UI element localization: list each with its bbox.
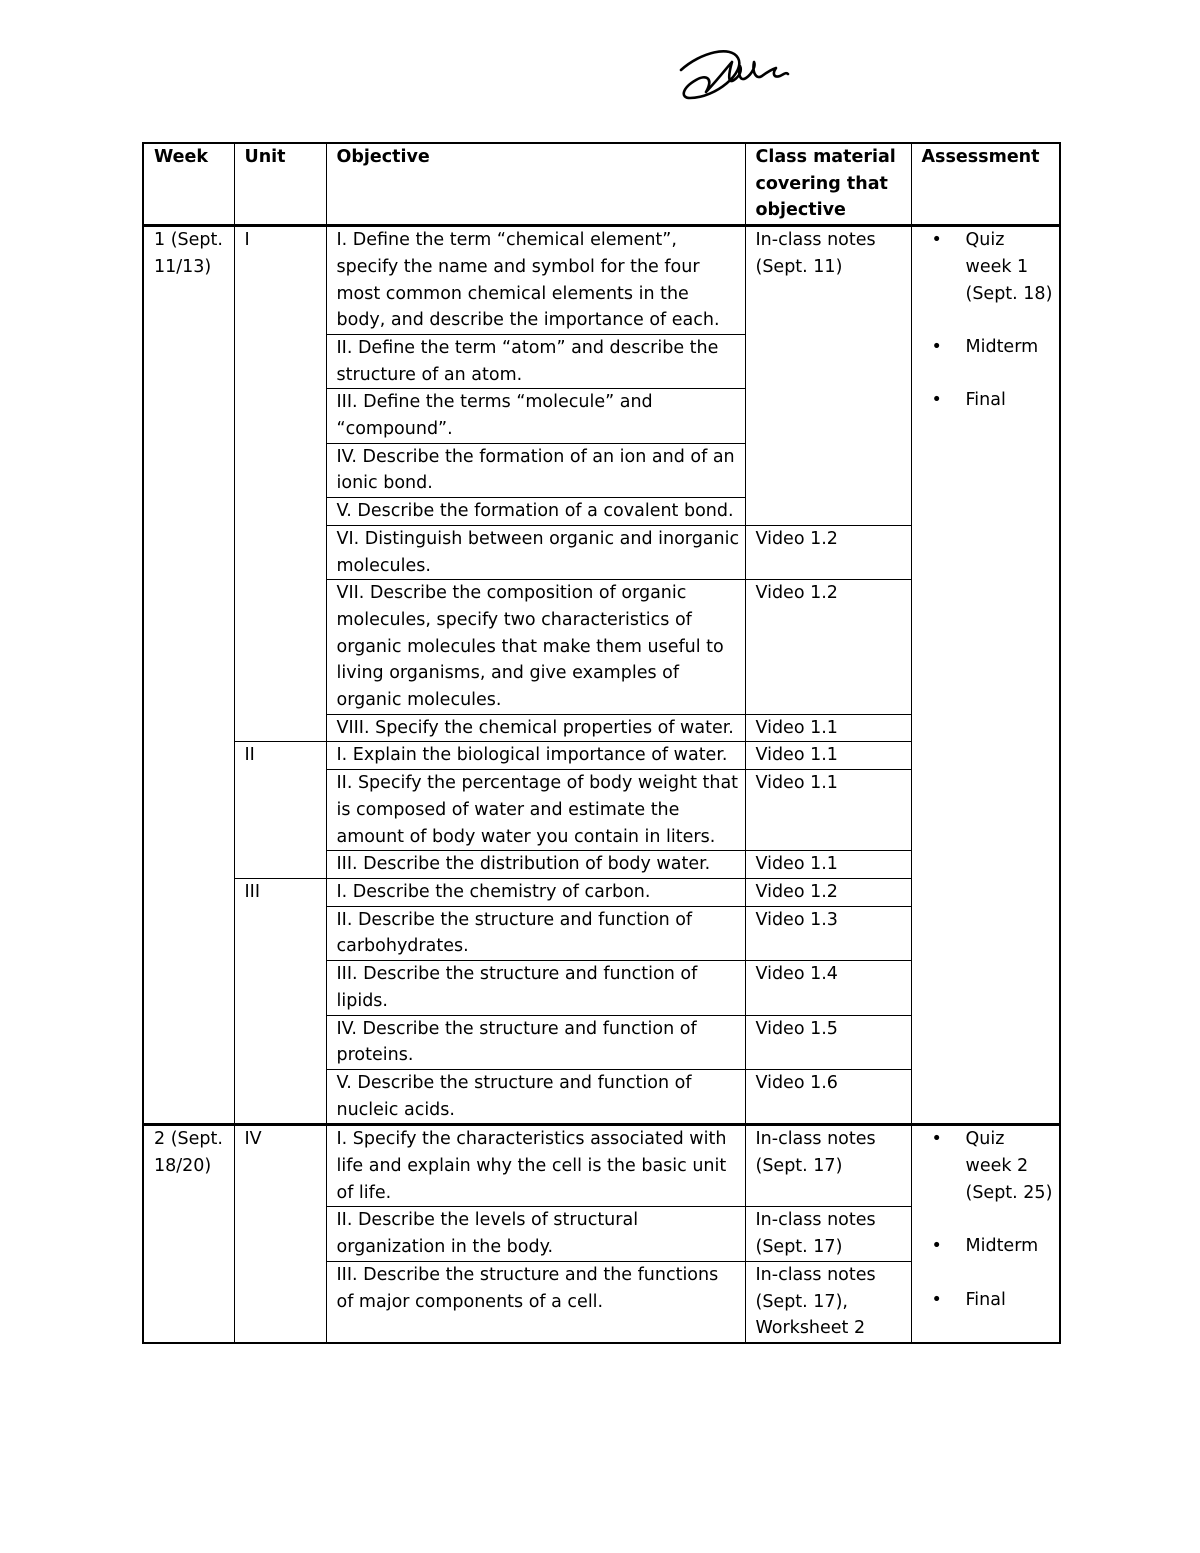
material-cell: In-class notes (Sept. 17), Worksheet 2 [745, 1261, 911, 1343]
header-unit: Unit [234, 143, 326, 226]
assessment-cell [911, 1125, 1060, 1343]
objective-cell: III. Describe the structure and function of lipids. [326, 961, 745, 1015]
material-cell: Video 1.3 [745, 906, 911, 960]
material-cell: In-class notes (Sept. 17) [745, 1125, 911, 1207]
assessment-list [922, 227, 1056, 414]
material-cell: Video 1.1 [745, 851, 911, 879]
assessment-cell [911, 226, 1060, 1125]
header-row [143, 143, 1060, 226]
objective-cell: I. Explain the biological importance of water. [326, 742, 745, 770]
material-cell: Video 1.1 [745, 714, 911, 742]
objective-cell: II. Describe the levels of structural organization in the body. [326, 1207, 745, 1261]
objective-cell: V. Describe the formation of a covalent bond. [326, 498, 745, 526]
objective-cell: I. Specify the characteristics associated with life and explain why the cell is the basic unit of life. [326, 1125, 745, 1207]
objective-cell: III. Describe the structure and the functions of major components of a cell. [326, 1261, 745, 1343]
objective-cell: III. Describe the distribution of body water. [326, 851, 745, 879]
header-material: Class material covering that objective [745, 143, 911, 226]
week-cell: 2 (Sept. 18/20) [143, 1125, 234, 1343]
bullet-icon: • [931, 336, 942, 357]
bullet-icon: • [931, 230, 942, 251]
unit-cell: IV [234, 1125, 326, 1343]
objective-cell: II. Describe the structure and function of carbohydrates. [326, 906, 745, 960]
list-item: • Quiz week 1 (Sept. 18) [966, 227, 1056, 307]
list-item: • Final [966, 1287, 1056, 1314]
material-cell: Video 1.4 [745, 961, 911, 1015]
bullet-icon: • [931, 1129, 942, 1150]
objective-cell: II. Specify the percentage of body weight that is composed of water and estimate the amount of body water you contain in liters. [326, 770, 745, 851]
objective-cell: V. Describe the structure and function of nucleic acids. [326, 1069, 745, 1124]
material-cell: Video 1.2 [745, 580, 911, 715]
list-item: • Quiz week 2 (Sept. 25) [966, 1126, 1056, 1206]
header-week: Week [143, 143, 234, 226]
material-cell: Video 1.2 [745, 525, 911, 579]
syllabus-table [142, 142, 1061, 1344]
unit-cell: III [234, 878, 326, 1124]
objective-cell: IV. Describe the structure and function of proteins. [326, 1015, 745, 1069]
table-row [143, 226, 1060, 335]
bullet-icon: • [931, 1289, 942, 1310]
bullet-icon: • [931, 1236, 942, 1257]
objective-cell: IV. Describe the formation of an ion and of an ionic bond. [326, 443, 745, 497]
assessment-list [922, 1126, 1056, 1313]
unit-cell: II [234, 742, 326, 879]
objective-cell: III. Define the terms “molecule” and “compound”. [326, 389, 745, 443]
list-item: • Midterm [966, 1233, 1056, 1260]
objective-cell: VII. Describe the composition of organic molecules, specify two characteristics of organic molecules that make them useful to living organisms, and give examples of organic molecules. [326, 580, 745, 715]
material-cell: In-class notes (Sept. 11) [745, 226, 911, 526]
objective-cell: VIII. Specify the chemical properties of water. [326, 714, 745, 742]
objective-cell: I. Define the term “chemical element”, specify the name and symbol for the four most common chemical elements in the body, and describe the importance of each. [326, 226, 745, 335]
objective-cell: II. Define the term “atom” and describe the structure of an atom. [326, 334, 745, 388]
header-assessment: Assessment [911, 143, 1060, 226]
material-cell: Video 1.6 [745, 1069, 911, 1124]
material-cell: Video 1.2 [745, 878, 911, 906]
material-cell: Video 1.1 [745, 770, 911, 851]
list-item: • Midterm [966, 334, 1056, 361]
material-cell: In-class notes (Sept. 17) [745, 1207, 911, 1261]
table-row [143, 1125, 1060, 1207]
bullet-icon: • [931, 390, 942, 411]
header-objective: Objective [326, 143, 745, 226]
week-cell: 1 (Sept. 11/13) [143, 226, 234, 1125]
list-item: • Final [966, 387, 1056, 414]
signature-mark [676, 40, 796, 110]
material-cell: Video 1.1 [745, 742, 911, 770]
objective-cell: I. Describe the chemistry of carbon. [326, 878, 745, 906]
unit-cell: I [234, 226, 326, 742]
objective-cell: VI. Distinguish between organic and inorganic molecules. [326, 525, 745, 579]
material-cell: Video 1.5 [745, 1015, 911, 1069]
